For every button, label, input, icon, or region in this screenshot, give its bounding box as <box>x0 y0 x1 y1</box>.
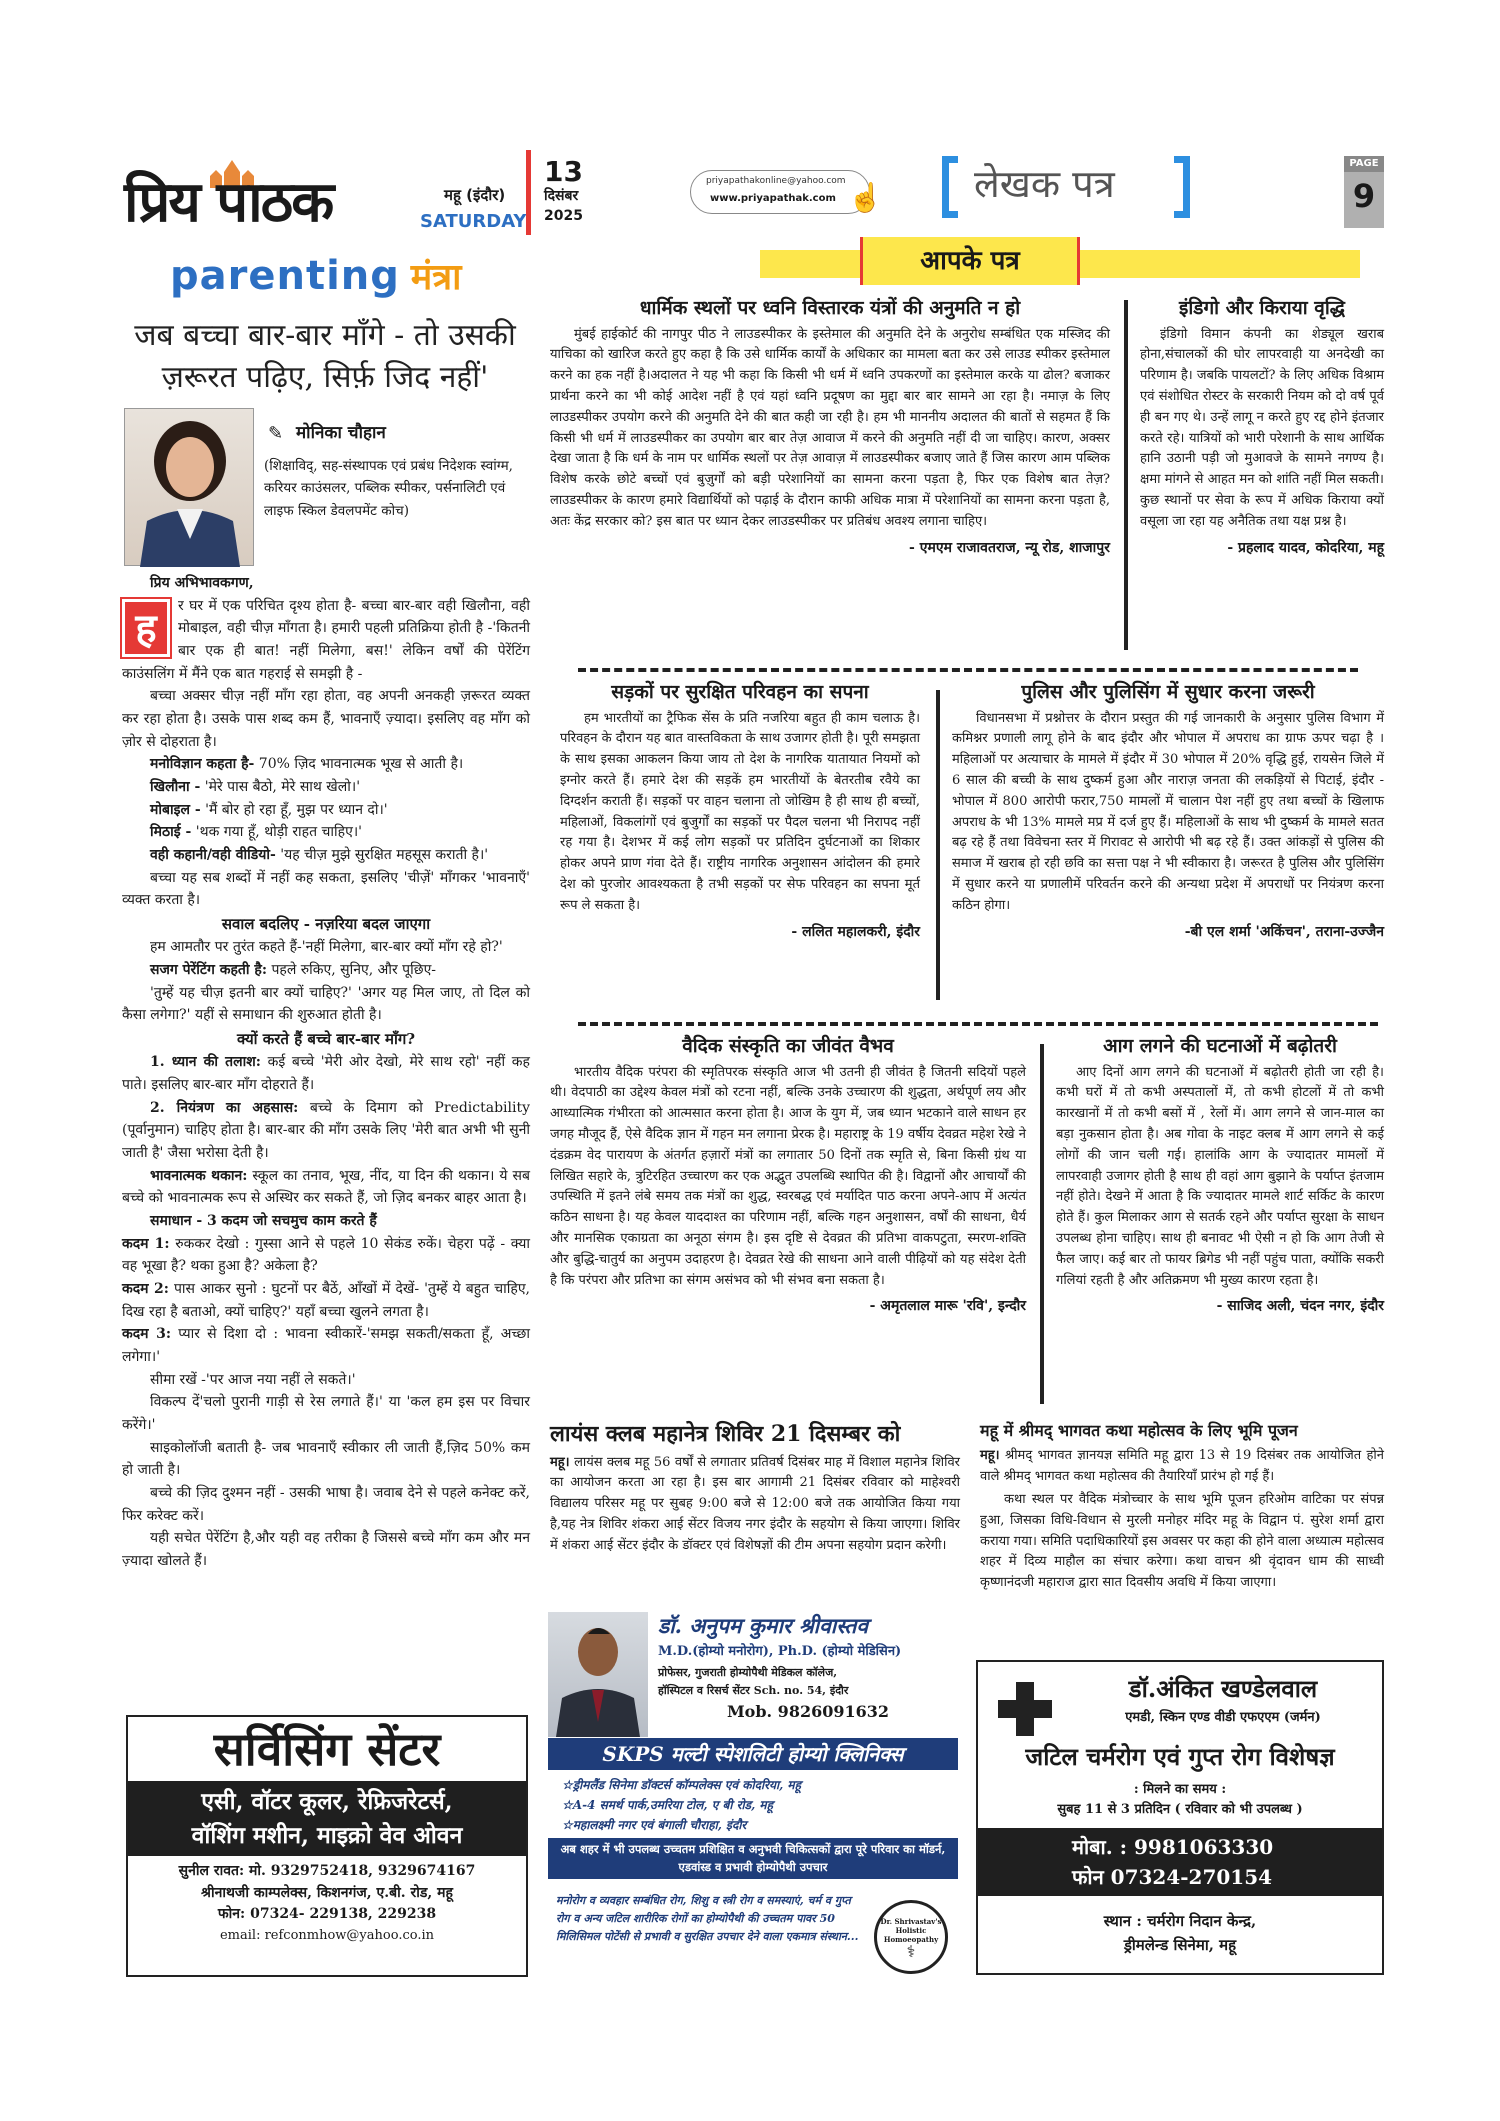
letter-title: इंडिगो और किराया वृद्धि <box>1179 297 1345 319</box>
sajag-line <box>122 959 530 982</box>
ad-place: स्थान : चर्मरोग निदान केन्द्र, <box>1103 1912 1257 1930</box>
ad-seal <box>874 1900 948 1974</box>
news-title: लायंस क्लब महानेत्र शिविर 21 दिसम्बर को <box>550 1421 901 1447</box>
section-bracket-left <box>942 156 958 218</box>
letter-body: हम भारतीयों का ट्रैफिक सेंस के प्रति नजरिया बहुत ही काम चलाऊ है। परिवहन के दौरान यह बात वास्तविकता के साथ उजागर होती है। पूरी समझता के साथ इसका आकलन किया जाय तो देश के नागरिक यातायात नियमों को इग्नोर करते हैं। हमारे देश की सड़कें हम भारतीयों के बेतरतीब रवैये का दिग्दर्शन कराती हैं। सड़कों पर वाहन चलाना तो जोखिम है ही साथ ही बच्चों, महिलाओं, विकलांगों एवं बुजुर्गों का सड़कों पर पैदल चलना भी निरापद नहीं रह गया है। देशभर में कई लोग सड़कों पर प्रतिदिन दुर्घटनाओं का शिकार होकर अपने प्राण गंवा देते हैं। राष्ट्रीय नागरिक अनुशासन आंदोलन की हमारे देश को पुरजोर आवश्यकता है तभी सड़कों पर सेफ परिवहन का सपना मूर्त रूप ले सकता है। <box>560 710 920 913</box>
ad-clinic-name: SKPS मल्टी स्पेशलिटी होम्यो क्लिनिक्स <box>548 1738 958 1770</box>
section-title: लेखक पत्र <box>974 162 1115 206</box>
author-bio: (शिक्षाविद्, सह-संस्थापक एवं प्रबंध निदेशक स्वांग्म, करियर काउंसलर, पब्लिक स्पीकर, पर्सनालिटी एवं लाइफ स्किल डेवलपमेंट कोच) <box>264 458 513 519</box>
s1-label: कदम 1: <box>122 1235 170 1252</box>
letter-body: इंडिगो विमान कंपनी का शेड्यूल खराब होना,संचालकों की घोर लापरवाही या अनदेखी का परिणाम है। जबकि पायलटों? के लिए अधिक विश्राम एवं संशोधित रोस्टर के सरकारी नियम को दो वर्ष पूर्व ही बन गए थे। उन्हें लागू न करते हुए रद्द होने इंतजार करते रहे। यात्रियों को भारी परेशानी के साथ आर्थिक हानि उठानी पड़ी जो मुआवजे के सामने नगण्य है। क्षमा मांगने से आहत मन को शांति नहीं मिल सकती। कुछ स्थानों पर सेवा के रूप में अधिक किराया क्यों वसूला जा रहा यह अनैतिक तथा यक्ष प्रश्न है। <box>1140 326 1384 529</box>
s3-label: कदम 3: <box>122 1326 172 1343</box>
date-day: 13 <box>544 155 583 188</box>
page-number: 9 <box>1352 176 1376 215</box>
column-divider <box>936 690 940 1000</box>
letter-roads <box>560 680 920 1010</box>
letters-banner-box <box>860 237 1080 285</box>
letter-author: - अमृतलाल मारू 'रवि', इन्दौर <box>869 1298 1026 1315</box>
letter-author: - प्रहलाद यादव, कोदरिया, महू <box>1227 539 1384 556</box>
s2-text: पास आकर सुनो : घुटनों पर बैठें, आँखों में देखें- 'तुम्हें ये बहुत चाहिए, दिख रहा है बताओ, क्यों चाहिए?' यहाँ बच्चा खुलने लगता है। <box>122 1281 531 1320</box>
ad-servicing-center <box>126 1715 528 1977</box>
ad-address-1: ☆ड्रीमलैंड सिनेमा डॉक्टर्स कॉम्पलेक्स एवं कोदरिया, महू <box>562 1778 801 1792</box>
ad-timing-label: : मिलने का समय : <box>1133 1782 1227 1797</box>
letter-body: मुंबई हाईकोर्ट की नागपुर पीठ ने लाउडस्पीकर के इस्तेमाल की अनुमति देने के अनुरोध सम्बंधित एक मस्जिद की याचिका को खारिज करते हुए कहा है कि उसे धार्मिक कार्यों के अधिकार का मामला बता कर उसे लाउड स्पीकर इस्तेमाल करने का हक नहीं है।अदालत ने यह भी कहा कि किसी भी धर्म में ध्वनि उपकरणों का इस्तेमाल करके या ढोल? बजाकर प्रार्थना करने का भी कोई आदेश नहीं है एवं यहां ध्वनि प्रदूषण का मुद्दा बार बार सामने आ रहा है। नमाज़ के लिए लाउडस्पीकर उपयोग करने की अनुमति देने की बात कही जा रही है। हम भी माननीय अदालत की बातों से सहमत हैं कि किसी भी धर्म में लाउडस्पीकर का उपयोग बार बार तेज़ आवाज में करने की अनुमति नहीं दी जा चाहिए। कारण, अक्सर देखा जाता है कि धर्म के नाम पर धार्मिक स्थलों पर तेज़ आवाज़ में लाउडस्पीकर बजाए जाते हैं जिस कारण आम पब्लिक विशेष करके छोटे बच्चों एवं बुज़ुर्गों को बड़ी परेशानियों का सामना करना पड़ता है, फिर एक विशेष बात तेज़? लाउडस्पीकर के कारण हमारे विद्यार्थियों को पढ़ाई के दौरान काफी अधिक मात्रा में परेशानियों का सामना करना पड़ता है, अतः केंद्र सरकार को? इस बात पर ध्यान देकर लाउडस्पीकर पर प्रतिबंध अवश्य लगाना चाहिए। <box>550 326 1110 529</box>
sweet-line <box>122 821 530 844</box>
para9: बच्चे की ज़िद दुश्मन नहीं - उसकी भाषा है। जवाब देने से पहले कनेक्ट करें, फिर करेक्ट करें। <box>122 1485 530 1524</box>
reason-2 <box>122 1097 530 1165</box>
letter-fire <box>1056 1034 1384 1412</box>
toy-line <box>122 776 530 799</box>
ad-service-line2: वॉशिंग मशीन, माइक्रो वेव ओवन <box>191 1821 463 1849</box>
news-place: महू। <box>980 1448 1000 1464</box>
dashed-divider <box>578 1022 1378 1026</box>
letter-author: -बी एल शर्मा 'अकिंचन', तराना-उज्जैन <box>1184 923 1384 940</box>
letter-loudspeaker <box>550 296 1110 652</box>
paper-logo <box>124 160 414 240</box>
psych-label: मनोविज्ञान कहता है- <box>150 756 255 773</box>
letter-body: विधानसभा में प्रश्नोत्तर के दौरान प्रस्तुत की गई जानकारी के अनुसार पुलिस विभाग में कमिश्नर प्रणाली लागू होने के बाद इंदौर और भोपाल में अपराध का ग्राफ ऊपर चढ़ा है ।महिलाओं पर अत्याचार के मामले में इंदौर में 30 भोपाल में 20% वृद्धि हुई, रायसेन जिले में 6 साल की बच्ची के साथ दुष्कर्म हुआ और नाराज़ जनता की लकड़ियों से पिटाई, इंदौर - भोपाल में 800 आरोपी फरार,750 मामलों में चालान पेश नहीं हुए तथा बच्चों के खिलाफ अपराध के भी 13% मामले मप्र में दर्ज हुए हैं। महिलाओं के साथ भी दुष्कर्म के मामले सतत बढ़ रहे हैं तथा विवेचना स्तर में गिरावट से आरोपी भी बढ़ रहे हैं। उक्त आंकड़ों से पुलिस की समाज में खराब हो रही छवि का सत्ता पक्ष ने भी स्वीकारा है। जरूरत है पुलिस और पुलिसिंग में सुधार करने या प्रणालीमें परिवर्तन करने की अन्यथा प्रदेश में अपराधों पर नियंत्रण करना कठिन होगा। <box>952 710 1384 913</box>
letter-title: सड़कों पर सुरक्षित परिवहन का सपना <box>611 681 869 703</box>
sweet-text: 'थक गया हूँ, थोड़ी राहत चाहिए।' <box>195 824 363 841</box>
subheading-1: सवाल बदलिए - नज़रिया बदल जाएगा <box>221 915 431 934</box>
news-text-2: कथा स्थल पर वैदिक मंत्रोच्चार के साथ भूमि पूजन हरिओम वाटिका पर संपन्न हुआ, जिसका विधि-विधान से मुरली मनोहर मंदिर महू के विद्वान पं. सुरेश शर्मा द्वारा कराया गया। समिति पदाधिकारियों इस अवसर पर कहा की होने वाला अध्यात्म महोत्सव शहर में दिव्य माहौल का संचार करेगा। कथा वाचन श्री वृंदावन धाम की साध्वी कृष्णानंदजी महाराज द्वारा सात दिवसीय अवधि में किया जाएगा। <box>980 1491 1384 1591</box>
author-photo <box>124 408 254 566</box>
doctor-photo <box>548 1612 648 1737</box>
column-divider <box>1040 1044 1044 1404</box>
ad-dermatology <box>976 1660 1384 1975</box>
r1-label: 1. ध्यान की तलाश: <box>150 1054 261 1071</box>
subheading-2: क्यों करते हैं बच्चे बार-बार माँग? <box>236 1030 416 1049</box>
letter-indigo <box>1140 296 1384 652</box>
letter-title: वैदिक संस्कृति का जीवंत वैभव <box>682 1035 894 1057</box>
ad-degree: M.D.(होम्यो मनोरोग), Ph.D. (होम्यो मेडिसिन) <box>658 1644 902 1659</box>
salutation: प्रिय अभिभावकगण, <box>150 575 254 591</box>
email-link[interactable]: priyapathakonline@yahoo.com <box>706 176 846 186</box>
ad-mobile: मोबा. : 9981063330 <box>1072 1835 1274 1859</box>
weekday-label: SATURDAY <box>420 211 527 232</box>
ad-service-line1: एसी, वॉटर कूलर, रेफ्रिजरेटर्स, <box>201 1788 453 1816</box>
letter-title: धार्मिक स्थलों पर ध्वनि विस्तारक यंत्रों की अनुमति न हो <box>639 297 1021 319</box>
ad-doctor-name: डॉ. अनुपम कुमार श्रीवास्तव <box>658 1613 869 1638</box>
ad-title: सर्विसिंग सेंटर <box>213 1722 441 1776</box>
news-bhagwat <box>980 1420 1384 1594</box>
letter-title: पुलिस और पुलिसिंग में सुधार करना जरूरी <box>1021 681 1315 703</box>
ad-phone: फोन 07324-270154 <box>1072 1865 1273 1889</box>
r3-label: भावनात्मक थकान: <box>150 1167 248 1184</box>
city-label: महू (इंदौर) <box>444 186 506 204</box>
step-3 <box>122 1323 530 1368</box>
ad-service-band <box>128 1781 526 1856</box>
pen-icon: ✎ <box>268 423 284 444</box>
page-label: PAGE <box>1344 156 1384 172</box>
parenting-body <box>122 572 530 1573</box>
column-divider <box>1124 300 1128 650</box>
mobile-label: मोबाइल - <box>150 801 201 818</box>
ad-doctor-name: डॉ.अंकित खण्डेलवाल <box>1128 1674 1318 1703</box>
section-bracket-right <box>1174 156 1190 218</box>
ad-contact-band <box>978 1828 1382 1896</box>
s3-text: प्यार से दिशा दो : भावना स्वीकारें-'समझ सकती/सकता हूँ, अच्छा लगेगा।' <box>122 1326 531 1366</box>
seal-text: Dr. Shrivastav's Holistic Homoeopathy <box>880 1917 942 1945</box>
letter-body: भारतीय वैदिक परंपरा की स्मृतिपरक संस्कृति आज भी उतनी ही जीवंत है जितनी सदियों पहले थी। वेदपाठी का उद्देश्य केवल मंत्रों को रटना नहीं, बल्कि उनके उच्चारण की शुद्धता, अर्थपूर्ण लय और आध्यात्मिक गंभीरता को आत्मसात करना होता है। आज के युग में, जब ध्यान भटकाने वाले साधन हर जगह मौजूद हैं, ऐसे वैदिक ज्ञान में गहन मन लगाना प्रेरक है। महाराष्ट्र के 19 वर्षीय देवव्रत महेश रेखे ने दंडक्रम वेद पारायण के अंतर्गत हज़ारों मंत्रों का लगातार 50 दिनों तक स्मृति से, बिना किसी ग्रंथ या लिखित सहारे के, त्रुटिरहित उच्चारण कर एक अद्भुत उपलब्धि स्थापित की है। विद्वानों और आचार्यों की उपस्थिति में इतने लंबे समय तक मंत्रों का शुद्ध, स्वरबद्ध एवं मर्यादित पाठ करना अपने-आप में अत्यंत कठिन साधना है। यह केवल याददाश्त का परिणाम नहीं, बल्कि गहन अनुशासन, वर्षों की साधना, धैर्य और मानसिक एकाग्रता का अनूठा संगम है। इस दृष्टि से देवव्रत की प्रतिभा वाकपटुता, स्मरण-शक्ति और बुद्धि-चातुर्य का अनुपम उदाहरण है। देवव्रत रेखे की साधना आने वाली पीढ़ियों को यह संदेश देती है कि परंपरा और प्रतिभा का संगम असंभव को भी संभव बना सकता है। <box>550 1064 1026 1288</box>
story-text: 'यह चीज़ मुझे सुरक्षित महसूस कराती है।' <box>280 847 489 864</box>
para1: र घर में एक परिचित दृश्य होता है- बच्चा बार-बार वही खिलौना, वही मोबाइल, वही चीज़ माँगता है। हमारी पहली प्रतिक्रिया होती है -'कितनी बार एक ही बात! नहीं मिलेगा, बस!' लेकिन वर्षों की पेरेंटिंग काउंसलिंग में मैंने एक बात गहराई से समझी है - <box>122 597 530 682</box>
step-2 <box>122 1278 530 1323</box>
story-label: वही कहानी/वही वीडियो- <box>150 847 276 864</box>
ad-phone: फोन: 07324- 229138, 229238 <box>217 1906 437 1923</box>
r2-text: बच्चे के दिमाग को Predictability (पूर्वानुमान) चाहिए होता है। बार-बार की माँग उसके लिए 'मेरी बात अभी भी सुनी जाती है' जैसा भरोसा देती है। <box>122 1099 530 1162</box>
parenting-logo-hindi: मंत्रा <box>410 256 462 298</box>
para3: बच्चा यह सब शब्दों में नहीं कह सकता, इसलिए 'चीज़ें' माँगकर 'भावनाएँ' व्यक्त करता है। <box>122 869 530 909</box>
parenting-logo <box>170 245 490 305</box>
medical-cross-icon <box>998 1682 1052 1736</box>
author-name: मोनिका चौहान <box>296 423 386 443</box>
reason-3 <box>122 1165 530 1210</box>
date-year: 2025 <box>544 208 583 224</box>
step-1 <box>122 1233 530 1278</box>
news-text: श्रीमद् भागवत ज्ञानयज्ञ समिति महू द्वारा 13 से 19 दिसंबर तक आयोजित होने वाले श्रीमद् भागवत कथा महोत्सव की तैयारियाँ प्रारंभ हो गई हैं। <box>980 1448 1384 1485</box>
caduceus-icon: ⚕ <box>906 1942 916 1962</box>
para8: साइकोलॉजी बताती है- जब भावनाएँ स्वीकार ली जाती हैं,ज़िद 50% कम हो जाती है। <box>122 1439 530 1479</box>
para6: सीमा रखें -'पर आज नया नहीं ले सकते।' <box>150 1371 356 1388</box>
para4: हम आमतौर पर तुरंत कहते हैं-'नहीं मिलेगा, बार-बार क्यों माँग रहे हो?' <box>150 939 503 956</box>
para5: 'तुम्हें यह चीज़ इतनी बार क्यों चाहिए?' 'अगर यह मिल जाए, तो दिल को कैसा लगेगा?' यहीं से समाधान की शुरुआत होती है। <box>122 984 530 1024</box>
letter-author: - ललित महालकरी, इंदौर <box>791 923 920 940</box>
parenting-headline: जब बच्चा बार-बार माँगे - तो उसकी ज़रूरत पढ़िए, सिर्फ़ जिद नहीं' <box>134 318 516 395</box>
website-link[interactable]: www.priyapathak.com <box>710 193 836 204</box>
dashed-divider <box>578 668 1358 672</box>
ad-hospital: हॉस्पिटल व रिसर्च सेंटर Sch. no. 54, इंदौर <box>658 1684 849 1697</box>
ad-homeopathy <box>548 1610 958 1977</box>
news-lions <box>550 1420 960 1557</box>
ad-mobile: Mob. 9826091632 <box>726 1702 890 1721</box>
solution-heading: समाधान - 3 कदम जो सचमुच काम करते हैं <box>150 1213 377 1230</box>
letter-author: - एमएम राजावतराज, न्यू रोड, शाजापुर <box>909 539 1110 556</box>
r2-label: 2. नियंत्रण का अहसास: <box>150 1099 299 1116</box>
mobile-text: 'मैं बोर हो रहा हूँ, मुझ पर ध्यान दो।' <box>205 801 388 818</box>
news-place: महू। <box>550 1454 570 1470</box>
ad-tagline: मनोरोग व व्यवहार सम्बंधित रोग, शिशु व स्त्री रोग व समस्याएं, चर्म व गुप्त रोग व अन्य जटिल शारीरिक रोगों का होम्योपैथी की उच्चतम पावर 50 मिलिसिमल पोटेंसी से प्रभावी व सुरक्षित उपचार देने वाला एकमात्र संस्थान... <box>556 1894 859 1944</box>
page-badge <box>1344 156 1384 228</box>
ad-place-2: ड्रीमलेन्ड सिनेमा, महू <box>1123 1936 1237 1954</box>
story-line <box>122 844 530 867</box>
para10: यही सचेत पेरेंटिंग है,और यही वह तरीका है जिससे बच्चे माँग कम और मन ज़्यादा खोलते हैं। <box>122 1530 530 1570</box>
r3-text: स्कूल का तनाव, भूख, नींद, या दिन की थकान। ये सब बच्चे को भावनात्मक रूप से अस्थिर कर सकते हैं, जो ज़िद बनकर बाहर आता है। <box>122 1167 530 1207</box>
letter-author: - साजिद अली, चंदन नगर, इंदौर <box>1216 1298 1384 1315</box>
ad-address-3: ☆महालक्ष्मी नगर एवं बंगाली चौराहा, इंदौर <box>562 1818 747 1832</box>
s1-text: रुककर देखो : गुस्सा आने से पहले 10 सेकंड रुकें। चेहरा पढ़ें - क्या वह भूखा है? थका हुआ है? अकेला है? <box>122 1235 531 1275</box>
para2: बच्चा अक्सर चीज़ नहीं माँग रहा होता, वह अपनी अनकही ज़रूरत व्यक्त कर रहा होता है। उसके पास शब्द कम हैं, भावनाएँ ज़्यादा। इसलिए वह माँग को ज़ोर से दोहराता है। <box>122 688 530 750</box>
ad-promo: अब शहर में भी उपलब्ध उच्चतम प्रशिक्षित व अनुभवी चिकित्सकों द्वारा पूरे परिवार का मॉडर्न, एडवांस्ड व प्रभावी होम्योपैथी उपचार <box>548 1838 958 1879</box>
date-divider <box>526 150 531 235</box>
letter-police <box>952 680 1384 1010</box>
ad-position: प्रोफेसर, गुजराती होम्योपैथी मेडिकल कॉलेज, <box>658 1666 838 1679</box>
date-month: दिसंबर <box>544 188 579 204</box>
dropcap: ह <box>122 599 170 657</box>
parenting-logo-word: parenting <box>170 253 400 299</box>
ad-address-2: ☆A-4 समर्थ पार्क,उमरिया टोल, ए बी रोड, महू <box>562 1798 773 1812</box>
sajag-text: पहले रुकिए, सुनिए, और पूछिए- <box>271 962 437 979</box>
ad-timing: सुबह 11 से 3 प्रतिदिन ( रविवार को भी उपलब्ध ) <box>1057 1802 1303 1817</box>
reason-1 <box>122 1051 530 1096</box>
para7: विकल्प दें'चलो पुरानी गाड़ी से रेस लगाते हैं।' या 'कल हम इस पर विचार करेंगे।' <box>122 1394 530 1434</box>
r1-text: कई बच्चे 'मेरी ओर देखो, मेरे साथ रहो' नहीं कह पाते। इसलिए बार-बार माँग दोहराते हैं। <box>122 1054 530 1094</box>
ad-specialty: जटिल चर्मरोग एवं गुप्त रोग विशेषज्ञ <box>1025 1742 1335 1771</box>
letter-vedic <box>550 1034 1026 1412</box>
s2-label: कदम 2: <box>122 1281 169 1298</box>
news-body <box>980 1446 1384 1488</box>
toy-text: 'मेरे पास बैठो, मेरे साथ खेलो।' <box>204 779 361 796</box>
news-body <box>550 1453 960 1557</box>
paper-name: प्रिय पाठक <box>124 169 333 235</box>
psych-text: 70% ज़िद भावनात्मक भूख से आती है। <box>258 756 464 773</box>
ad-contact: सुनील रावत: मो. 9329752418, 9329674167 <box>178 1863 476 1880</box>
hand-pointer-icon: ☝ <box>848 181 883 214</box>
news-text: लायंस क्लब महू 56 वर्षों से लगातार प्रतिवर्ष दिसंबर माह में विशाल महानेत्र शिविर का आयोजन करता आ रहा है। इस बार आगामी 21 दिसंबर रविवार को माहेश्वरी विद्यालय परिसर महू पर सुबह 9:00 बजे से 12:00 बजे तक आयोजित किया गया है,यह नेत्र शिविर शंकरा आई सेंटर विजय नगर इंदौर के सहयोग से किया जाएगा। शिविर में शंकरा आई सेंटर इंदौर के डॉक्टर एवं विशेषज्ञों की टीम अपना सहयोग प्रदान करेगी। <box>550 1454 961 1553</box>
sajag-label: सजग पेरेंटिंग कहती है: <box>150 962 267 979</box>
mobile-line <box>122 799 530 822</box>
ad-address: श्रीनाथजी काम्पलेक्स, किशनगंज, ए.बी. रोड, महू <box>201 1884 453 1901</box>
toy-label: खिलौना - <box>150 779 201 796</box>
letters-banner-title: आपके पत्र <box>920 246 1020 276</box>
ad-email[interactable]: email: refconmhow@yahoo.co.in <box>219 1928 435 1944</box>
ad-qualification: एमडी, स्किन एण्ड वीडी एफएएम (जर्मन) <box>1125 1710 1321 1725</box>
letter-body: आए दिनों आग लगने की घटनाओं में बढ़ोतरी होती जा रही है। कभी घरों में तो कभी अस्पतालों में, तो कभी होटलों में तो कभी कारखानों में तो कभी बसों में , रेलों में। आग लगने से जान-माल का बड़ा नुकसान होता है। अब गोवा के नाइट क्लब में आग लगने से कई लोगों की जान चली गई। हालांकि आग के ज्यादातर मामलों में लापरवाही उजागर होती है साथ ही वहां आग बुझाने के पर्याप्त इंतजाम नहीं होते। देखने में आता है कि ज्यादातर मामले शार्ट सर्किट के कारण होते हैं। कुल मिलाकर आग से सतर्क रहने और पर्याप्त सुरक्षा के साधन उपलब्ध होना चाहिए। साथ ही बनावट भी ऐसी न हो कि आग तेजी से फैल जाए। कई बार तो फायर ब्रिगेड भी नहीं पहुंच पाता, क्योंकि सकरी गलियां रहती है और अतिक्रमण भी मुख्य कारण रहता है। <box>1056 1064 1384 1288</box>
letter-title: आग लगने की घटनाओं में बढ़ोतरी <box>1103 1035 1337 1057</box>
news-title: महू में श्रीमद् भागवत कथा महोत्सव के लिए भूमि पूजन <box>980 1421 1298 1440</box>
psych-line <box>122 753 530 776</box>
sweet-label: मिठाई - <box>150 824 192 841</box>
